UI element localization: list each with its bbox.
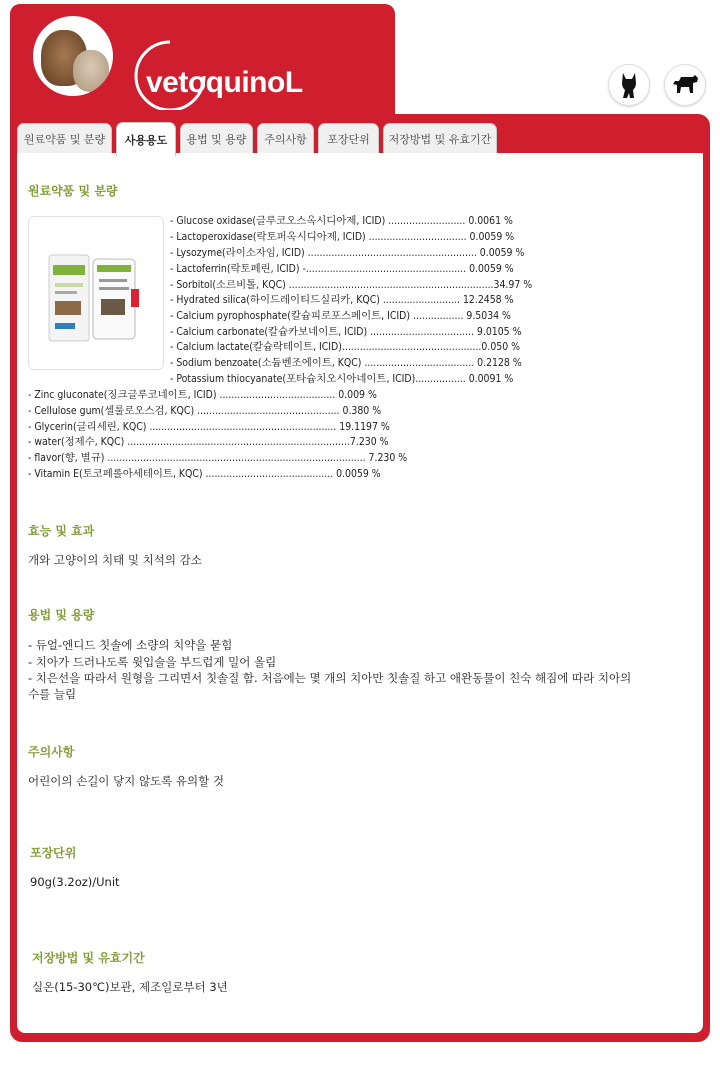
ingredient-row: - water(정제수, KQC) ...........................................................................7.230 % [28, 436, 389, 448]
ingredient-row: - Potassium thiocyanate(포타슘치오시아네이트, ICID)................. 0.0091 % [170, 373, 514, 385]
ingredient-row: - Vitamin E(토코페롤아세테이트, KQC) ........................................... 0.0059 % [28, 468, 381, 480]
pets-logo-image [33, 16, 113, 96]
efficacy-title: 효능 및 효과 [28, 524, 95, 538]
storage-title: 저장방법 및 유효기간 [32, 951, 145, 965]
cat-photo [73, 50, 109, 92]
efficacy-text: 개와 고양이의 치태 및 치석의 감소 [28, 553, 202, 567]
product-image [28, 216, 164, 370]
ingredient-row: - flavor(향, 별규) ....................................................................................... 7.230 % [28, 452, 408, 464]
ingredient-row: - Sodium benzoate(소듐벤조에이트, KQC) ..................................... 0.2128 % [170, 357, 522, 369]
cat-icon[interactable] [608, 64, 650, 106]
package-title: 포장단위 [30, 846, 77, 860]
tab-package[interactable]: 포장단위 [318, 123, 379, 153]
ingredient-row: - Calcium lactate(칼슘락테이트, ICID)...............................................0.050 % [170, 341, 521, 353]
brand-wordmark: vetoquinoL [146, 66, 303, 99]
toothpaste-tube-image [47, 253, 141, 343]
ingredient-row: - Sorbitol(소르비톨, KQC) .....................................................................34.97 % [170, 279, 533, 291]
usage-line: - 치은선을 따라서 원형을 그리면서 칫솔질 함. 처음에는 몇 개의 치아만 칫솔질 하고 애완동물이 친숙 해짐에 따라 치아의 [28, 671, 632, 685]
ingredient-row: - Cellulose gum(셀룰로오스검, KQC) ................................................ 0.380 % [28, 405, 382, 417]
tab-ingredients[interactable]: 원료약품 및 분량 [17, 123, 112, 153]
ingredient-row: - Calcium carbonate(칼슘카보네이트, ICID) ................................... 9.0105 % [170, 326, 522, 338]
dog-icon[interactable] [664, 64, 706, 106]
ingredient-row: - Zinc gluconate(징크글루코네이트, ICID) ....................................... 0.009 % [28, 389, 377, 401]
tab-dosage[interactable]: 용법 및 용량 [180, 123, 253, 153]
ingredient-row: - Lysozyme(라이소자임, ICID) ......................................................... 0.0059 % [170, 247, 525, 259]
ingredient-row: - Lactoperoxidase(락토퍼옥시디아제, ICID) ................................. 0.0059 % [170, 231, 515, 243]
ingredient-row: - Calcium pyrophosphate(칼슘피로포스페이트, ICID) ................. 9.5034 % [170, 310, 511, 322]
ingredient-row: - Lactoferrin(락토페린, ICID) -...................................................... 0.0059 % [170, 263, 514, 275]
storage-text: 실온(15-30℃)보관, 제조일로부터 3년 [32, 980, 228, 994]
tab-purpose[interactable]: 사용용도 [116, 122, 176, 156]
ingredient-row: - Hydrated silica(하이드레이티드실리카, KQC) .......................... 12.2458 % [170, 294, 514, 306]
ingredient-row: - Glucose oxidase(글루코오스옥시디아제, ICID) .......................... 0.0061 % [170, 215, 513, 227]
usage-line: - 듀얼-엔디드 칫솔에 소량의 치약을 묻힘 [28, 638, 233, 652]
caution-title: 주의사항 [28, 745, 75, 759]
brand-logo[interactable] [130, 36, 360, 110]
usage-line: 수를 늘림 [28, 687, 77, 701]
usage-title: 용법 및 용량 [28, 608, 95, 622]
ingredients-title: 원료약품 및 분량 [28, 184, 118, 198]
package-text: 90g(3.2oz)/Unit [30, 875, 120, 889]
ingredient-row: - Glycerin(글리세린, KQC) ............................................................... 19.1197 % [28, 421, 390, 433]
tab-storage[interactable]: 저장방법 및 유효기간 [383, 123, 497, 153]
usage-line: - 치아가 드러나도록 윗입술을 부드럽게 밀어 올림 [28, 655, 277, 669]
tab-precautions[interactable]: 주의사항 [257, 123, 314, 153]
caution-text: 어린이의 손길이 닿지 않도록 유의할 것 [28, 774, 225, 788]
